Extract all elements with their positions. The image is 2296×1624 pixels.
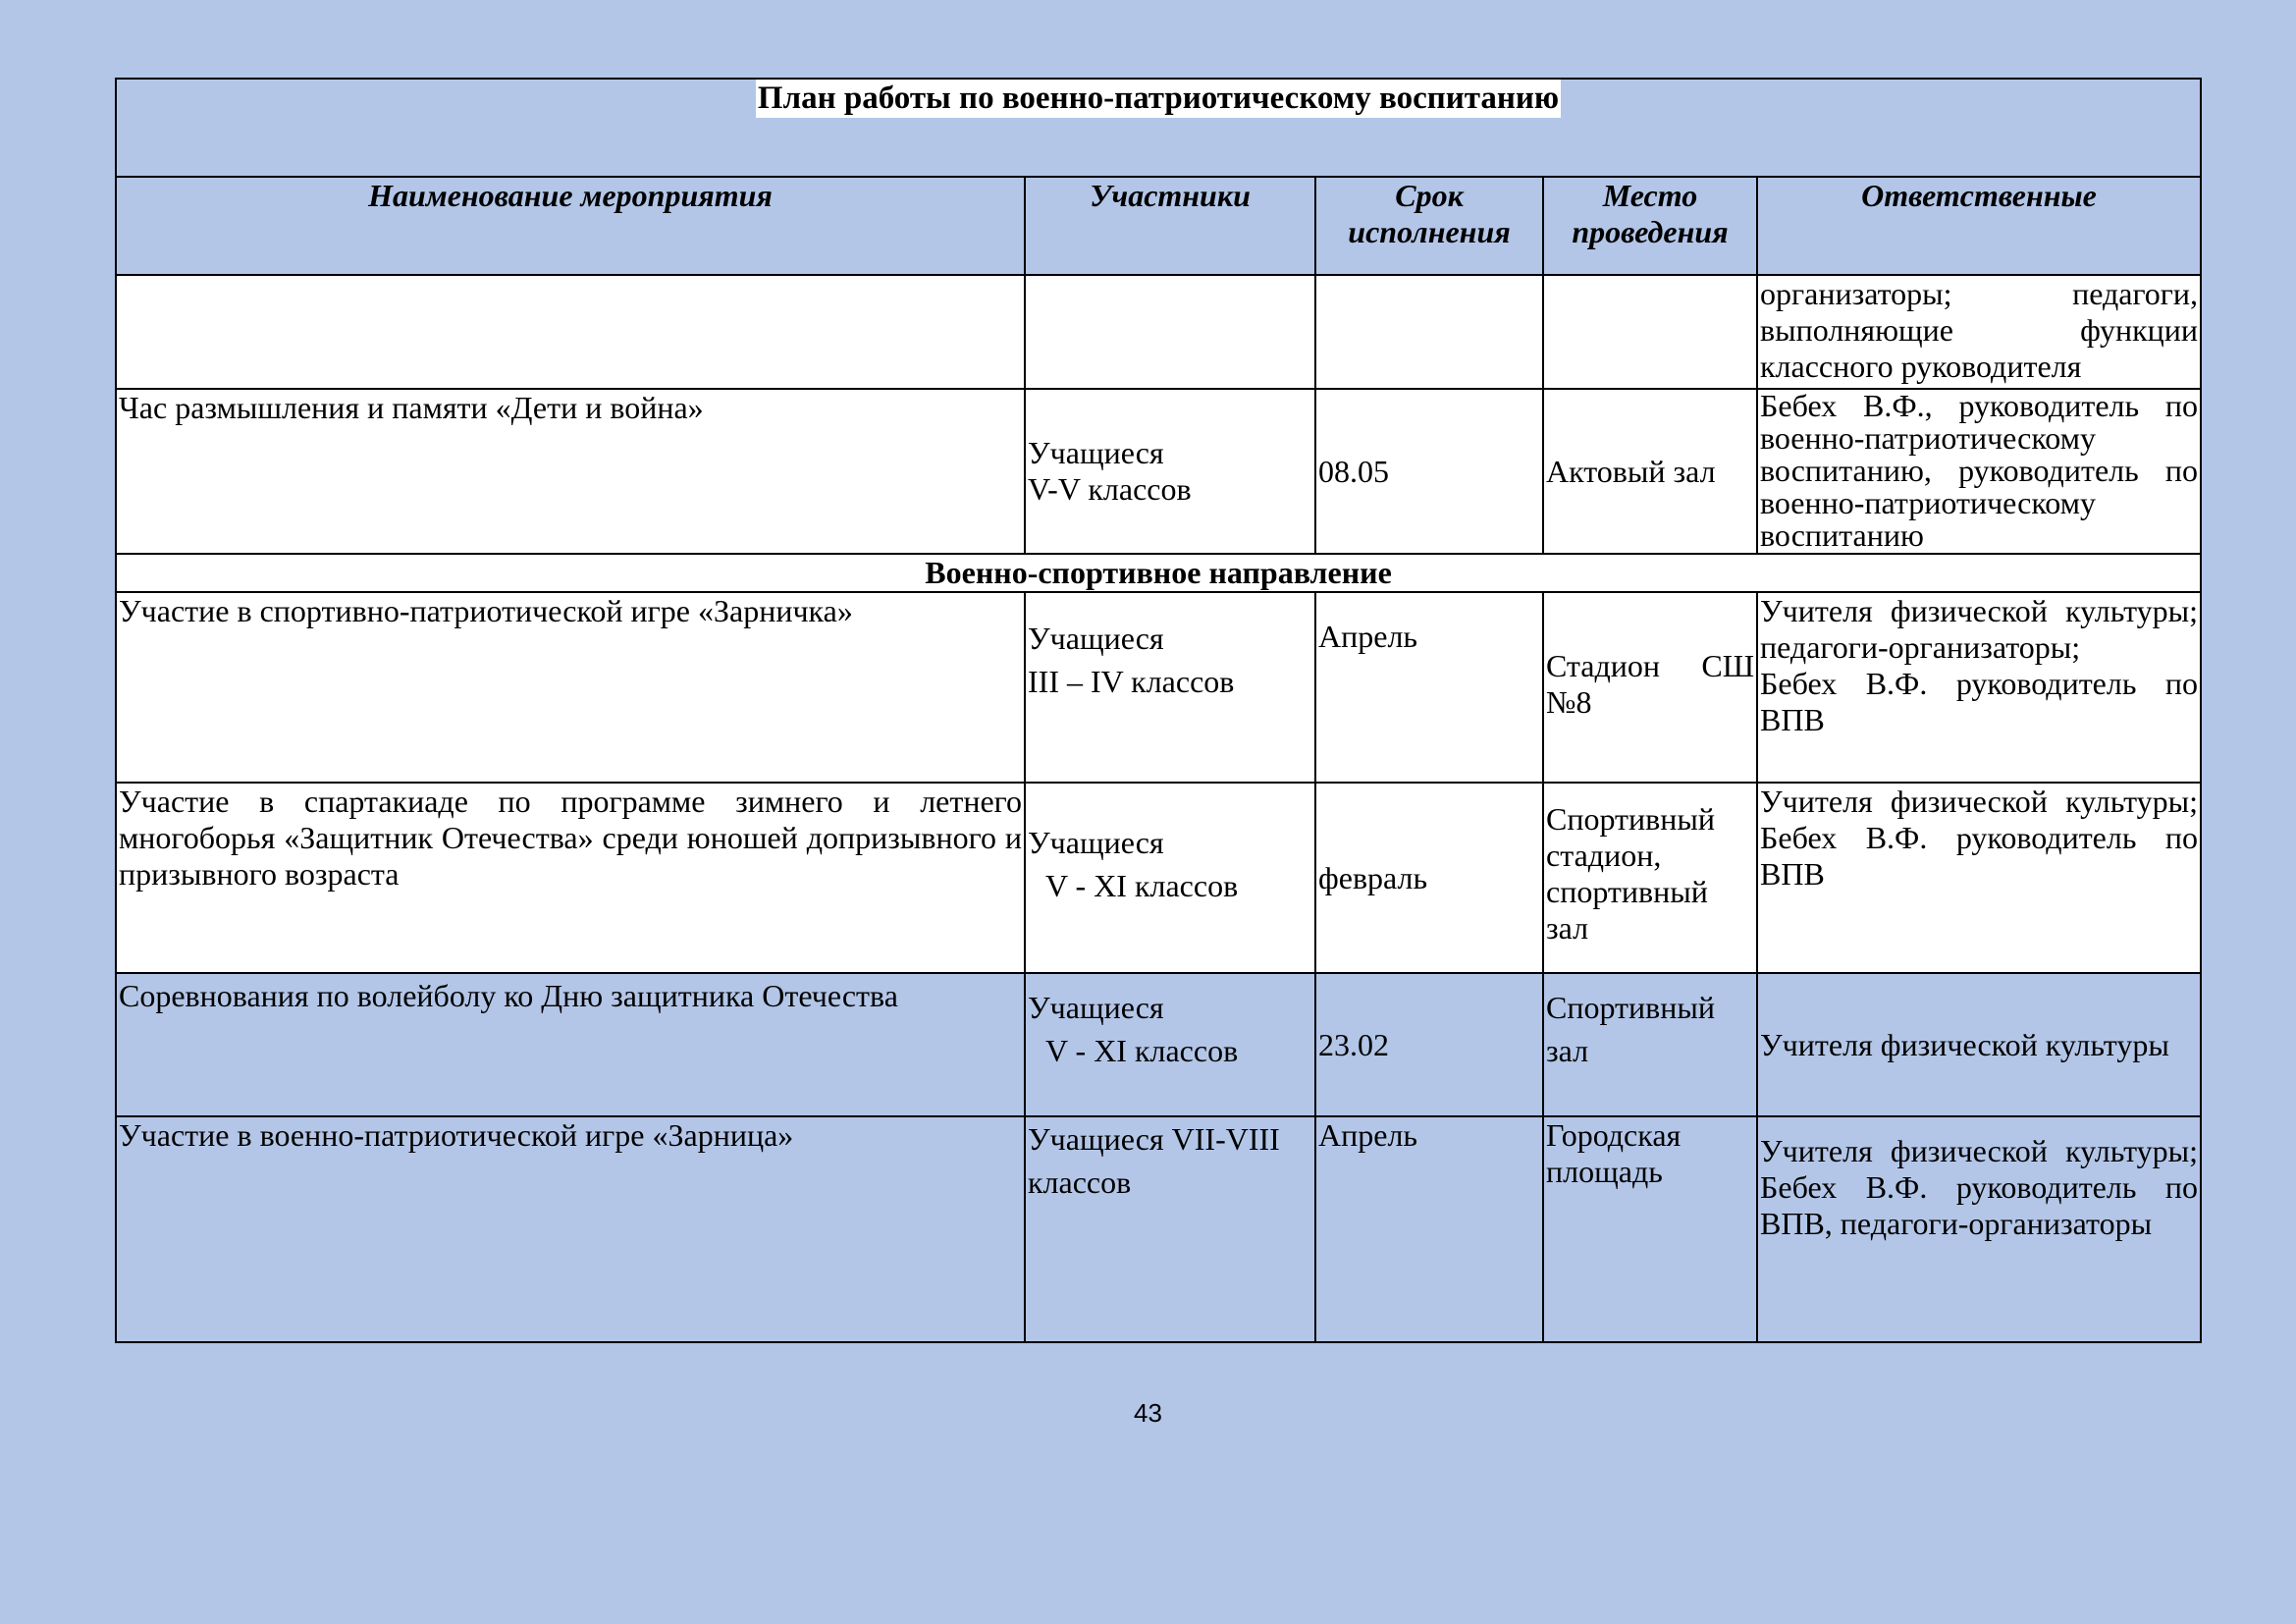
row-responsible	[1757, 592, 2201, 783]
row-deadline	[1315, 592, 1543, 783]
deadline-text: Апрель	[1318, 619, 1417, 654]
place-text: Стадион СШ №8	[1546, 648, 1754, 720]
row-participants	[1025, 592, 1315, 783]
responsible-line: Учителя физической культуры;	[1760, 1133, 2199, 1168]
page-title: План работы по военно-патриотическому воспитанию	[757, 81, 1560, 116]
row-deadline: 08.05	[1315, 389, 1543, 554]
table-row	[116, 783, 2201, 973]
row-participants	[1025, 1116, 1315, 1342]
row-name: Участие в спортивно-патриотической игре «Зарничка»	[116, 592, 1025, 783]
table-row	[116, 275, 2201, 389]
place-text: Городская площадь	[1546, 1117, 1682, 1189]
responsible-line: Учителя физической культуры;	[1760, 784, 2199, 819]
row-name	[116, 973, 1025, 1116]
row-responsible	[1757, 1116, 2201, 1342]
table-header-row	[116, 177, 2201, 275]
place-text: Спортивный стадион, спортивный зал	[1546, 801, 1716, 946]
row-place: Актовый зал	[1543, 389, 1757, 554]
responsible-line: Бебех В.Ф. руководитель по ВПВ	[1760, 666, 2199, 737]
participants-line: V-V классов	[1028, 471, 1192, 507]
responsible-line: Учителя физической культуры;	[1760, 593, 2199, 628]
row-participants	[1025, 389, 1315, 554]
row-responsible: Бебех В.Ф., руководитель по военно-патриотическому воспитанию, руководитель по военно-патриотическому воспитанию	[1757, 389, 2201, 554]
row-participants	[1025, 275, 1315, 389]
responsible-line: педагоги-организаторы;	[1760, 629, 2081, 665]
participants-line: Учащиеся	[1028, 990, 1164, 1025]
row-name: Участие в военно-патриотической игре «Зарница»	[116, 1116, 1025, 1342]
table-title-cell	[116, 79, 2201, 177]
participants-line: V - XI классов	[1045, 868, 1239, 903]
row-deadline: февраль	[1315, 783, 1543, 973]
header-place: Место проведения	[1543, 177, 1757, 275]
participants-line: Учащиеся	[1028, 435, 1164, 470]
row-name	[116, 275, 1025, 389]
section-row	[116, 554, 2201, 592]
table-row	[116, 973, 2201, 1116]
row-name: Час размышления и памяти «Дети и война»	[116, 389, 1025, 554]
table-title-row	[116, 79, 2201, 177]
row-place	[1543, 973, 1757, 1116]
section-title: Военно-спортивное направление	[116, 554, 2201, 592]
plan-table	[115, 78, 2202, 1343]
header-responsible: Ответственные	[1757, 177, 2201, 275]
page-number: 43	[1134, 1398, 1162, 1428]
responsible-line: Бебех В.Ф. руководитель по ВПВ, педагоги-организаторы	[1760, 1169, 2199, 1241]
row-place	[1543, 783, 1757, 973]
participants-line: Учащиеся	[1028, 825, 1164, 860]
row-deadline: Апрель	[1315, 1116, 1543, 1342]
row-responsible: организаторы; педагоги, выполняющие функции классного руководителя	[1757, 275, 2201, 389]
row-responsible	[1757, 783, 2201, 973]
row-deadline: 23.02	[1315, 973, 1543, 1116]
place-text: Спортивный зал	[1546, 990, 1716, 1068]
header-participants: Участники	[1025, 177, 1315, 275]
table-row	[116, 1116, 2201, 1342]
table-row	[116, 592, 2201, 783]
row-place	[1543, 592, 1757, 783]
row-responsible: Учителя физической культуры	[1757, 973, 2201, 1116]
row-place	[1543, 1116, 1757, 1342]
row-place	[1543, 275, 1757, 389]
participants-text: Учащиеся VII-VIII классов	[1028, 1121, 1280, 1200]
name-text: Соревнования по волейболу ко Дню защитника Отечества	[119, 978, 898, 1013]
header-deadline: Срок исполнения	[1315, 177, 1543, 275]
row-name: Участие в спартакиаде по программе зимнего и летнего многоборья «Защитник Отечества» среди юношей допризывного и призывного возраста	[116, 783, 1025, 973]
participants-line: III – IV классов	[1028, 664, 1235, 699]
row-participants	[1025, 783, 1315, 973]
participants-line: Учащиеся	[1028, 621, 1164, 656]
participants-line: V - XI классов	[1045, 1033, 1239, 1068]
row-deadline	[1315, 275, 1543, 389]
responsible-line: Бебех В.Ф. руководитель по ВПВ	[1760, 820, 2199, 892]
row-participants	[1025, 973, 1315, 1116]
header-name: Наименование мероприятия	[116, 177, 1025, 275]
table-row	[116, 389, 2201, 554]
